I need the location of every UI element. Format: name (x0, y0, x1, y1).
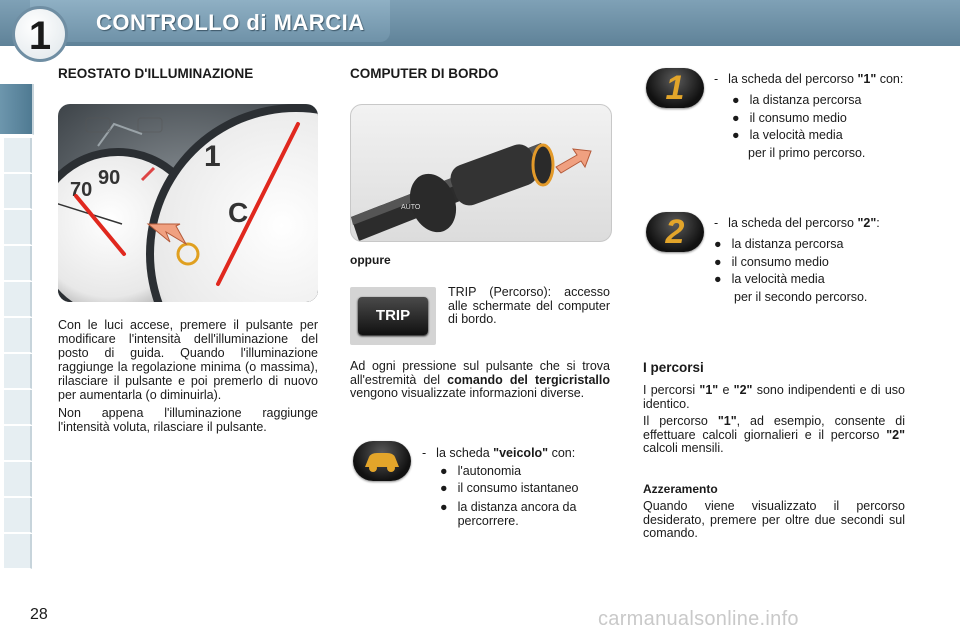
list-item: ● il consumo medio (714, 254, 829, 269)
section-heading-illumination: REOSTATO D'ILLUMINAZIONE (58, 66, 254, 81)
wiper-stalk-photo (350, 104, 612, 242)
list-item: ● l'autonomia (440, 463, 522, 478)
gauge-illustration (58, 104, 318, 302)
trip-button-label: TRIP (375, 307, 411, 324)
side-tab[interactable] (4, 282, 32, 317)
illumination-paragraph-2: Non appena l'illuminazione raggiunge l'intensità voluta, rilasciare il pulsante. (58, 406, 318, 434)
list-item: ● la distanza percorsa (732, 93, 862, 107)
page-title: CONTROLLO di MARCIA (96, 10, 365, 35)
trip-1-list: - la scheda del percorso "1" con: ● la distanza percorsa ● il consumo medio ● la velocità media per il primo percorso. (714, 72, 906, 162)
stalk-illustration (351, 105, 611, 241)
vehicle-screen-list: - la scheda "veicolo" con: ● l'autonomia ● il consumo istantaneo ● la distanza ancora da percorrere. (422, 445, 612, 528)
list-item: ● il consumo istantaneo (440, 481, 579, 495)
percorsi-paragraph-2: Il percorso "1", ad esempio, consente di effettuare calcoli giornalieri e il percorso "2" calcoli mensili. (643, 414, 906, 455)
car-glyph (353, 441, 411, 481)
chapter-number-badge: 1 (12, 6, 68, 62)
list-item: ● la distanza ancora da percorrere. (440, 499, 577, 528)
trip-2-list: - la scheda del percorso "2": ● la distanza percorsa ● il consumo medio ● la velocità media per il secondo percorso. (714, 216, 906, 306)
pointer-arrow (556, 149, 591, 173)
side-tab[interactable] (4, 138, 32, 173)
side-tab[interactable] (4, 318, 32, 353)
dashboard-gauge-photo (58, 104, 318, 302)
car-icon (353, 441, 411, 481)
side-tab[interactable] (4, 534, 32, 569)
illumination-paragraph-1: Con le luci accese, premere il pulsante per modificare l'intensità dell'illuminazione del posto di guida. Quando l'illuminazione raggiunge la regolazione minima (o massima), rilasciare il pulsante e poi premerlo di nuovo per aumentarla (o diminuirla). (58, 318, 318, 402)
trip-button[interactable] (350, 287, 436, 345)
gauge-label-90: 90 (98, 167, 121, 189)
trip-caption: TRIP (Percorso): accesso alle schermate del computer di bordo. (448, 285, 610, 326)
list-item: ● la distanza percorsa (714, 237, 844, 251)
list-item: ● la velocità media (714, 272, 825, 286)
percorsi-paragraph-1: I percorsi "1" e "2" sono indipendenti e di uso identico. (643, 383, 905, 411)
list-item: ● il consumo medio (732, 110, 847, 125)
side-tab[interactable] (4, 498, 32, 533)
trip-2-badge-icon: 2 (646, 212, 704, 252)
computer-press-text: Ad ogni pressione sul pulsante che si trova all'estremità del comando del tergicristallo vengono visualizzate informazioni diverse. (350, 359, 610, 400)
section-heading-percorsi: I percorsi (643, 360, 704, 375)
chapter-side-tabs (0, 64, 34, 574)
watermark: carmanualsonline.info (598, 608, 799, 630)
section-heading-computer: COMPUTER DI BORDO (350, 66, 499, 81)
trip-1-trailing: per il primo percorso. (748, 145, 866, 160)
gauge-label-1: 1 (204, 140, 221, 173)
side-tab[interactable] (4, 246, 32, 281)
side-tab[interactable] (4, 426, 32, 461)
trip-button-highlight (533, 145, 553, 185)
reset-text: Quando viene visualizzato il percorso desiderato, premere per oltre due secondi sul comando. (643, 499, 905, 540)
stalk-auto-label: AUTO (401, 204, 421, 211)
page-number: 28 (30, 606, 48, 623)
side-tab-active[interactable] (0, 84, 34, 135)
gauge-label-70: 70 (70, 179, 93, 201)
gauge-label-c: C (228, 197, 249, 228)
reset-heading: Azzeramento (643, 482, 718, 496)
oppure-label: oppure (350, 253, 391, 267)
percorsi-text (643, 384, 905, 460)
list-item: ● la velocità media (732, 128, 843, 142)
side-tab[interactable] (4, 174, 32, 209)
trip-2-trailing: per il secondo percorso. (734, 289, 868, 304)
trip-1-badge-icon: 1 (646, 68, 704, 108)
side-tab[interactable] (4, 210, 32, 245)
illumination-text (58, 318, 318, 438)
side-tab[interactable] (4, 462, 32, 497)
side-tab[interactable] (4, 390, 32, 425)
side-tab[interactable] (4, 354, 32, 389)
